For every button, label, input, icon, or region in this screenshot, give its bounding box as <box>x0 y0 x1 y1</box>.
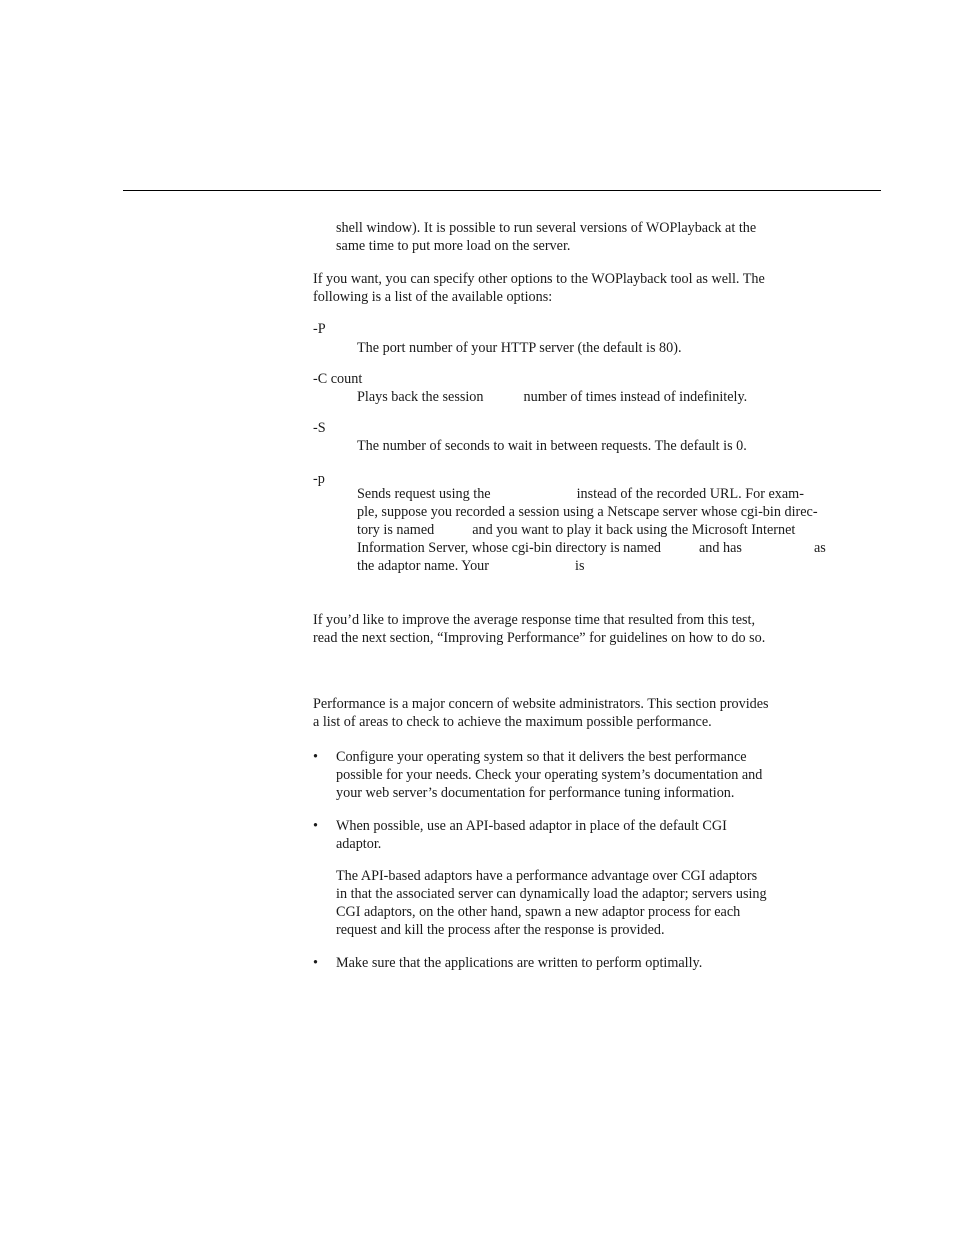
text-line: If you want, you can specify other options to the WOPlayback tool as well. The <box>313 271 765 287</box>
text-line: read the next section, “Improving Performance” for guidelines on how to do so. <box>313 630 766 646</box>
text-fragment: Information Server, whose cgi-bin directory is named <box>357 540 661 556</box>
intro-continuation <box>336 219 756 255</box>
option-desc-count <box>357 388 747 406</box>
text-line: possible for your needs. Check your operating system’s documentation and <box>336 767 763 783</box>
text-line: same time to put more load on the server. <box>336 238 571 254</box>
performance-intro-paragraph <box>313 695 769 731</box>
option-flag-count: -C count <box>313 371 363 387</box>
text-line: The API-based adaptors have a performance advantage over CGI adaptors <box>336 868 758 884</box>
bullet-detail-api-adaptor <box>336 867 767 939</box>
text-line: Performance is a major concern of website administrators. This section provides <box>313 696 769 712</box>
bullet-text-optimal-apps <box>336 954 702 972</box>
text-fragment: number of times instead of indefinitely. <box>523 389 748 405</box>
text-line <box>357 557 826 575</box>
header-rule <box>123 190 881 191</box>
text-line: adaptor. <box>336 836 382 852</box>
option-desc-prefix <box>357 485 826 575</box>
options-intro-paragraph <box>313 270 765 306</box>
text-line: your web server’s documentation for performance tuning information. <box>336 785 735 801</box>
text-fragment: instead of the recorded URL. For exam- <box>576 486 804 502</box>
text-line: in that the associated server can dynamically load the adaptor; servers using <box>336 886 767 902</box>
text-fragment: the adaptor name. Your <box>357 558 489 574</box>
option-desc-port: The port number of your HTTP server (the default is 80). <box>357 340 682 356</box>
text-line: shell window). It is possible to run several versions of WOPlayback at the <box>336 220 757 236</box>
bullet-text-os-tuning <box>336 748 762 802</box>
text-fragment: Sends request using the <box>357 486 491 502</box>
text-line: ple, suppose you recorded a session using a Netscape server whose cgi-bin direc- <box>357 504 818 520</box>
option-flag-prefix: -p <box>313 471 325 487</box>
text-fragment: and has <box>698 540 742 556</box>
text-fragment: and you want to play it back using the Microsoft Internet <box>472 522 796 538</box>
text-line: CGI adaptors, on the other hand, spawn a new adaptor process for each <box>336 904 741 920</box>
text-fragment: as <box>813 540 826 556</box>
text-line <box>357 539 826 557</box>
improve-paragraph <box>313 611 765 647</box>
text-line: a list of areas to check to achieve the maximum possible performance. <box>313 714 712 730</box>
option-desc-sleep: The number of seconds to wait in between requests. The default is 0. <box>357 438 747 454</box>
text-line: request and kill the process after the response is provided. <box>336 922 665 938</box>
bullet-marker: • <box>313 749 318 765</box>
text-line <box>357 521 826 539</box>
text-line: Make sure that the applications are written to perform optimally. <box>336 955 703 971</box>
text-line: When possible, use an API-based adaptor in place of the default CGI <box>336 818 727 834</box>
option-flag-sleep: -S <box>313 420 326 436</box>
option-flag-port: -P <box>313 321 326 337</box>
bullet-text-api-adaptor <box>336 817 727 853</box>
text-fragment: tory is named <box>357 522 435 538</box>
text-fragment: is <box>575 558 585 574</box>
bullet-marker: • <box>313 955 318 971</box>
bullet-marker: • <box>313 818 318 834</box>
text-line: Configure your operating system so that it delivers the best performance <box>336 749 747 765</box>
text-line: If you’d like to improve the average response time that resulted from this test, <box>313 612 756 628</box>
text-fragment: Plays back the session <box>357 389 484 405</box>
text-line <box>357 485 826 503</box>
text-line: following is a list of the available options: <box>313 289 553 305</box>
